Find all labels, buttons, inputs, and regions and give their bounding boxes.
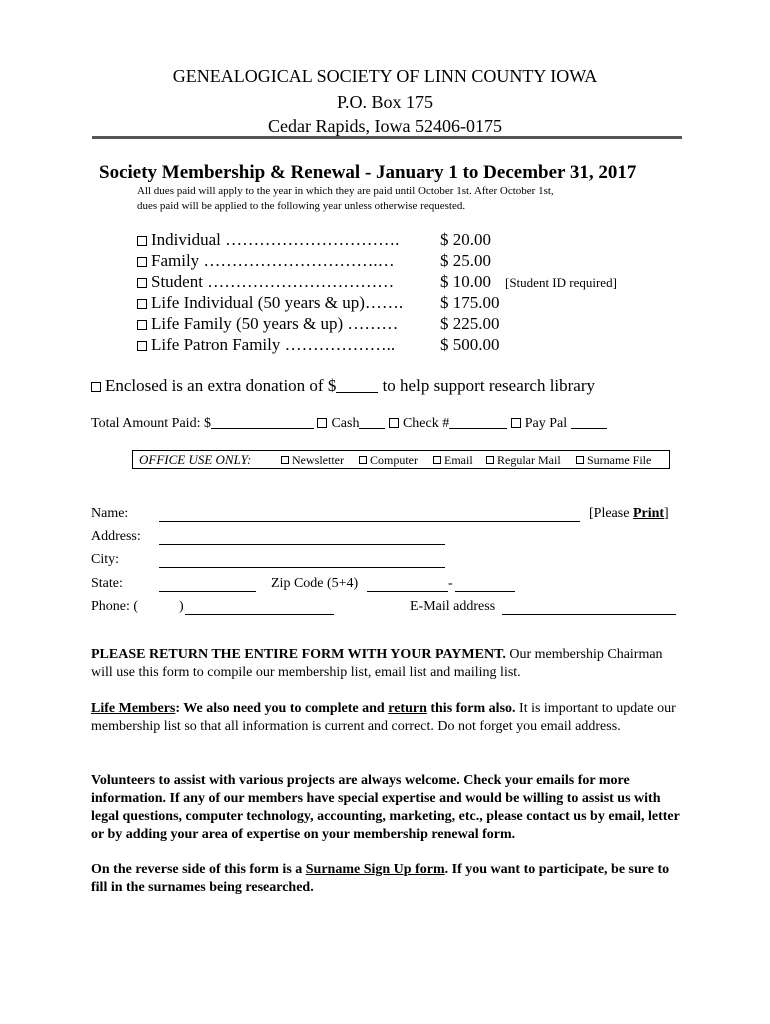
name-label: Name:	[91, 506, 129, 521]
life-members-colon: :	[175, 701, 181, 716]
donation-amount-field[interactable]	[336, 378, 378, 393]
life-members-bold-1: We also need you to complete and	[180, 701, 389, 716]
office-use-box	[132, 450, 670, 469]
membership-tier-row	[137, 251, 657, 272]
tier-checkbox[interactable]	[137, 278, 147, 288]
membership-tier-row	[137, 293, 657, 314]
phone-field[interactable]	[185, 614, 334, 615]
tier-checkbox[interactable]	[137, 341, 147, 351]
reverse-pre: On the reverse side of this form is a	[91, 862, 306, 877]
check-number-field[interactable]	[449, 414, 507, 429]
life-members-return: return	[388, 701, 427, 716]
life-members-note	[91, 700, 681, 736]
tier-checkbox[interactable]	[137, 299, 147, 309]
city-line: Cedar Rapids, Iowa 52406-0175	[268, 116, 502, 136]
bracket-close: ]	[664, 506, 669, 521]
cash-label: Cash	[331, 416, 360, 431]
return-note-bold: PLEASE RETURN THE ENTIRE FORM WITH YOUR PAYMENT.	[91, 647, 506, 662]
tier-checkbox[interactable]	[137, 236, 147, 246]
office-option-surname-file[interactable]	[576, 453, 651, 468]
life-members-bold-2: this form also.	[426, 701, 516, 716]
membership-tier-row	[137, 335, 657, 356]
phone-label: Phone: (	[91, 599, 139, 614]
payment-line	[91, 414, 607, 432]
org-name: GENEALOGICAL SOCIETY OF LINN COUNTY IOWA	[172, 66, 598, 86]
tier-option[interactable]	[137, 251, 395, 271]
tier-option[interactable]	[137, 230, 399, 250]
membership-tier-row	[137, 272, 657, 293]
please-text: [Please	[589, 506, 633, 521]
address-label: Address:	[91, 529, 141, 544]
tier-price: $ 225.00	[440, 314, 500, 333]
cash-checkbox[interactable]	[317, 418, 327, 428]
return-form-note	[91, 646, 681, 682]
office-option-computer[interactable]	[359, 453, 418, 468]
paypal-label: Pay Pal	[524, 416, 568, 431]
city-field[interactable]	[159, 567, 445, 568]
zip-plus4-field[interactable]	[455, 591, 515, 592]
volunteers-note: Volunteers to assist with various projects are always welcome. Check your emails for more information. If any of our members have special expertise and would be willing to assist us with legal questions, computer technology, accounting, marketing, etc., please contact us by email, letter or by adding your area of expertise on your membership renewal form.	[91, 773, 680, 842]
tier-label: Family ………………………….…	[151, 251, 395, 270]
tier-option[interactable]	[137, 272, 394, 292]
tier-price: $ 10.00	[440, 272, 491, 291]
office-option-email[interactable]	[433, 453, 473, 468]
regular-mail-label: Regular Mail	[497, 453, 561, 467]
tier-label: Life Patron Family ………………..	[151, 335, 396, 354]
city-label: City:	[91, 552, 120, 567]
total-amount-label: Total Amount Paid: $	[91, 416, 211, 431]
po-box: P.O. Box 175	[336, 92, 434, 112]
office-use-label: OFFICE USE ONLY:	[139, 452, 252, 467]
state-field[interactable]	[159, 591, 256, 592]
computer-label: Computer	[370, 453, 418, 467]
check-label: Check #	[402, 416, 450, 431]
newsletter-checkbox[interactable]	[281, 456, 289, 464]
tier-price: $ 25.00	[440, 251, 491, 270]
state-label: State:	[91, 576, 123, 591]
return-note-text: Our membership Chairman will use this form to compile our membership list, email list and mailing list.	[91, 647, 663, 680]
donation-suffix: to help support research library	[378, 376, 596, 395]
zip-field[interactable]	[367, 591, 448, 592]
tier-checkbox[interactable]	[137, 257, 147, 267]
check-checkbox[interactable]	[389, 418, 399, 428]
tier-option[interactable]	[137, 335, 395, 355]
tier-price: $ 20.00	[440, 230, 491, 249]
tier-price: $ 175.00	[440, 293, 500, 312]
surname-file-label: Surname File	[587, 453, 652, 467]
print-text: Print	[632, 506, 665, 521]
tier-label: Life Family (50 years & up) ………	[151, 314, 399, 333]
form-title: Society Membership & Renewal - January 1 to December 31, 2017	[99, 162, 637, 183]
membership-tier-row	[137, 314, 657, 335]
address-field[interactable]	[159, 544, 445, 545]
paypal-checkbox[interactable]	[511, 418, 521, 428]
email-checkbox[interactable]	[433, 456, 441, 464]
membership-tier-row	[137, 230, 657, 251]
cash-field[interactable]	[359, 414, 385, 429]
reverse-post: . If you want to participate, be sure to fill in the surnames being researched.	[91, 862, 670, 895]
tier-option[interactable]	[137, 314, 398, 334]
dues-note-1: All dues paid will apply to the year in which they are paid until October 1st. After October 1st,	[137, 185, 554, 197]
computer-checkbox[interactable]	[359, 456, 367, 464]
newsletter-label: Newsletter	[292, 453, 344, 467]
tier-price: $ 500.00	[440, 335, 500, 354]
phone-paren-close: )	[179, 599, 184, 614]
zip-dash: -	[448, 576, 453, 591]
donation-prefix: Enclosed is an extra donation of $	[105, 376, 337, 395]
donation-line	[91, 376, 595, 396]
total-amount-field[interactable]	[211, 414, 314, 429]
header-divider	[92, 136, 682, 139]
tier-note: [Student ID required]	[505, 275, 617, 290]
life-members-heading: Life Members	[91, 701, 176, 716]
zip-label: Zip Code (5+4)	[271, 576, 359, 591]
paypal-field[interactable]	[571, 414, 607, 429]
please-print-note	[589, 506, 669, 522]
tier-checkbox[interactable]	[137, 320, 147, 330]
email-address-field[interactable]	[502, 614, 676, 615]
surname-sign-up-link: Surname Sign Up form	[305, 862, 445, 877]
office-option-regular-mail[interactable]	[486, 453, 561, 468]
regular-mail-checkbox[interactable]	[486, 456, 494, 464]
surname-file-checkbox[interactable]	[576, 456, 584, 464]
tier-option[interactable]	[137, 293, 403, 313]
donation-checkbox[interactable]	[91, 382, 101, 392]
tier-label: Life Individual (50 years & up)…….	[151, 293, 404, 312]
email-label: Email	[444, 453, 473, 467]
office-option-newsletter[interactable]	[281, 453, 344, 468]
name-field[interactable]	[159, 521, 580, 522]
tier-label: Individual ………………………….	[151, 230, 400, 249]
tier-label: Student ……………………………	[151, 272, 395, 291]
life-members-text: It is important to update our membership list so that all information is current and correct. Do not forget you email address.	[91, 701, 676, 734]
email-address-label: E-Mail address	[410, 599, 496, 614]
reverse-side-note	[91, 861, 681, 897]
dues-note-2: dues paid will be applied to the following year unless otherwise requested.	[137, 200, 466, 212]
